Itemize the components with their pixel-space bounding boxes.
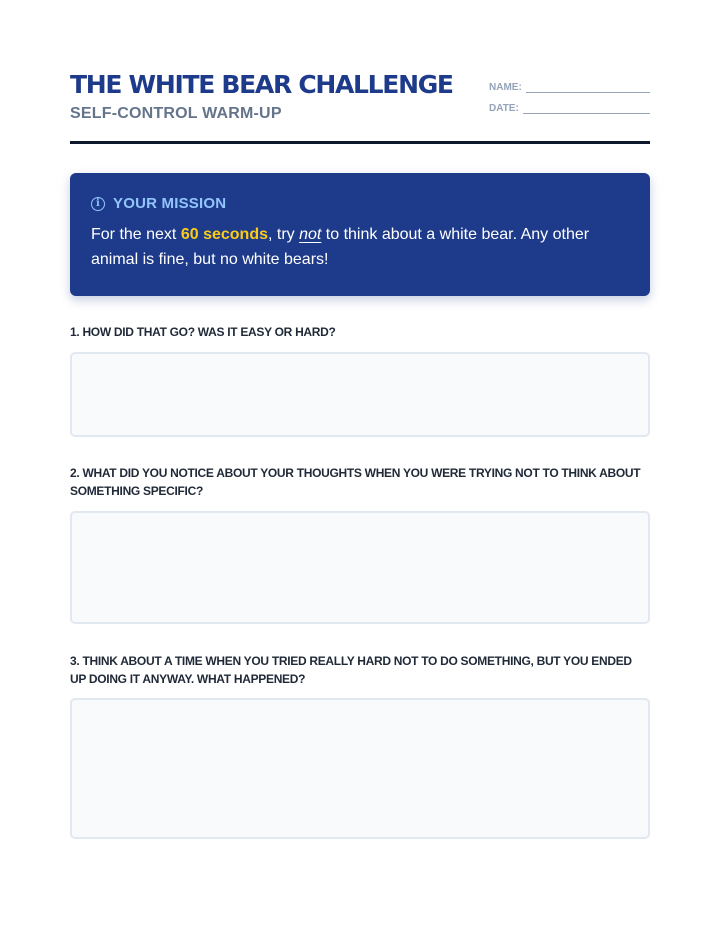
question-3-label: 3. THINK ABOUT A TIME WHEN YOU TRIED REALLY HARD NOT TO DO SOMETHING, BUT YOU ENDED UP DOING IT ANYWAY. WHAT HAPPENED? [70,654,632,686]
worksheet-page [70,0,650,686]
name-field[interactable] [489,82,650,93]
name-line[interactable] [526,83,650,93]
mission-text-after: to think about a white bear. Any other animal is fine, but no white bears! [91,226,590,268]
header [70,0,650,145]
date-line[interactable] [523,104,650,114]
mission-text-before: For the next [91,226,181,243]
answer-box-1[interactable] [70,352,650,437]
name-label: NAME: [489,82,522,93]
mission-heading-label: YOUR MISSION [113,195,227,212]
page-title: THE WHITE BEAR CHALLENGE [70,70,453,99]
answer-box-3[interactable] [70,698,650,839]
info-icon: i [91,197,105,211]
date-label: DATE: [489,103,519,114]
mission-box [70,173,650,296]
date-field[interactable] [489,103,650,114]
answer-box-2[interactable] [70,511,650,624]
mission-heading [91,195,629,212]
page-subtitle: SELF-CONTROL WARM-UP [70,105,282,122]
mission-highlight: 60 seconds [180,226,268,243]
question-2-label: 2. WHAT DID YOU NOTICE ABOUT YOUR THOUGHTS WHEN YOU WERE TRYING NOT TO THINK ABOUT SOMETHING SPECIFIC? [70,466,641,498]
mission-emphasis: not [299,226,322,243]
header-divider [70,141,650,144]
mission-text [91,222,629,272]
question-1-label: 1. HOW DID THAT GO? WAS IT EASY OR HARD? [70,325,336,339]
mission-text-mid: , try [267,226,300,243]
